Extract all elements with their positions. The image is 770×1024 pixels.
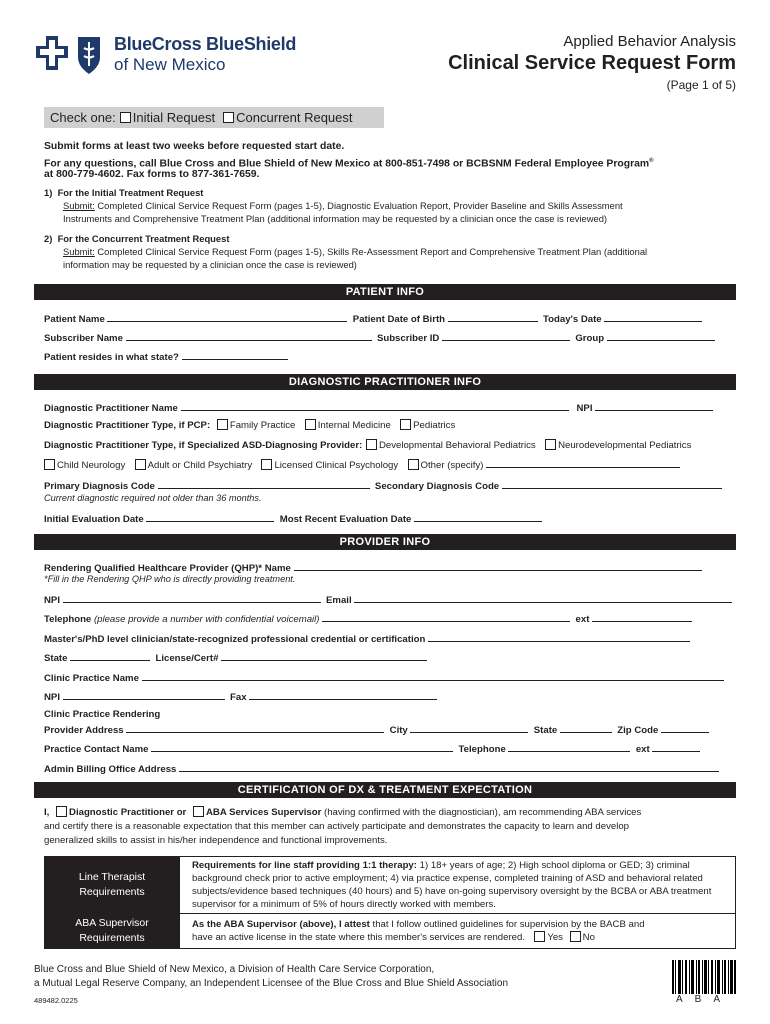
- adult-child-psychiatry-checkbox[interactable]: [135, 459, 146, 470]
- provider-row-8: Provider Address City State Zip Code: [44, 723, 709, 736]
- barcode: [672, 960, 736, 994]
- bcbs-logo: [34, 34, 106, 76]
- other-specify-checkbox[interactable]: [408, 459, 419, 470]
- credential-field[interactable]: [428, 632, 690, 642]
- diag-row-4: Child Neurology Adult or Child Psychiatry Licensed Clinical Psychology Other (specify): [44, 458, 680, 471]
- diagnostic-practitioner-checkbox[interactable]: [56, 806, 67, 817]
- clinic-name-field[interactable]: [142, 671, 724, 681]
- request-type-bar: [44, 107, 384, 128]
- provider-row-2: NPI Email: [44, 593, 732, 606]
- provider-row-10: Admin Billing Office Address: [44, 762, 719, 775]
- initial-eval-date-field[interactable]: [146, 512, 274, 522]
- qhp-note: *Fill in the Rendering QHP who is directly providing treatment.: [44, 574, 296, 584]
- yes-checkbox[interactable]: [534, 931, 545, 942]
- child-neurology-checkbox[interactable]: [44, 459, 55, 470]
- provider-ext-field[interactable]: [592, 612, 692, 622]
- other-specify-field[interactable]: [486, 458, 680, 468]
- clinic-npi-field[interactable]: [63, 690, 225, 700]
- line-therapist-heading: Line Therapist Requirements: [45, 857, 180, 914]
- provider-row-8a: Clinic Practice Rendering: [44, 709, 161, 720]
- no-checkbox[interactable]: [570, 931, 581, 942]
- barcode-label: ABA: [676, 994, 733, 1005]
- initial-request-checkbox[interactable]: [120, 112, 131, 123]
- provider-row-7: NPI Fax: [44, 690, 437, 703]
- provider-email-field[interactable]: [354, 593, 732, 603]
- initial-request-label: Initial Request: [132, 110, 216, 125]
- patient-state-field[interactable]: [182, 350, 288, 360]
- provider-telephone-field[interactable]: [322, 612, 570, 622]
- aba-supervisor-heading: ABA Supervisor Requirements: [45, 914, 180, 949]
- certification-heading: CERTIFICATION OF DX & TREATMENT EXPECTATION: [34, 782, 736, 798]
- primary-diagnosis-field[interactable]: [158, 479, 370, 489]
- todays-date-field[interactable]: [604, 312, 702, 322]
- provider-row-1: Rendering Qualified Healthcare Provider (QHP)* Name: [44, 561, 702, 574]
- patient-row-2: Subscriber Name Subscriber ID Group: [44, 331, 715, 344]
- page-title: Clinical Service Request Form: [448, 52, 736, 74]
- address-state-field[interactable]: [560, 723, 612, 733]
- subscriber-name-field[interactable]: [126, 331, 372, 341]
- concurrent-request-label: Concurrent Request: [236, 110, 353, 125]
- recent-eval-date-field[interactable]: [414, 512, 542, 522]
- aba-supervisor-text: As the ABA Supervisor (above), I attest that I follow outlined guidelines for supervision by the BACB and have an active license in the state where this member's services are rendered. Yes No: [180, 914, 736, 949]
- provider-row-5: State License/Cert#: [44, 651, 427, 664]
- diag-row-1: Diagnostic Practitioner Name NPI: [44, 401, 713, 414]
- line-therapist-text: Requirements for line staff providing 1:1 therapy: 1) 18+ years of age; 2) High school diploma or GED; 3) criminal background check prior to active employment; 4) via practice expense, completed training of ASD and behavioral related subjects/evidence based techniques (40 hours) and 5) have on-going supervisory oversight by the BCBA or ABA treatment supervisor for a minimum of 5% of hours directly worked with members.: [180, 857, 736, 914]
- diag-name-field[interactable]: [181, 401, 569, 411]
- city-field[interactable]: [410, 723, 528, 733]
- diag-row-5: Primary Diagnosis Code Secondary Diagnosis Code: [44, 479, 722, 492]
- aba-supervisor-checkbox[interactable]: [193, 806, 204, 817]
- intro-line-3: at 800-779-4602. Fax forms to 877-361-7659.: [44, 169, 260, 180]
- intro-line-1: Submit forms at least two weeks before requested start date.: [44, 141, 345, 152]
- check-one-label: Check one:: [50, 110, 116, 125]
- org-name: BlueCross BlueShield: [114, 34, 297, 54]
- license-field[interactable]: [221, 651, 427, 661]
- zip-field[interactable]: [661, 723, 709, 733]
- clinic-fax-field[interactable]: [249, 690, 437, 700]
- patient-dob-field[interactable]: [448, 312, 538, 322]
- internal-medicine-checkbox[interactable]: [305, 419, 316, 430]
- licensed-clinical-psychology-checkbox[interactable]: [261, 459, 272, 470]
- patient-name-field[interactable]: [107, 312, 347, 322]
- diag-npi-field[interactable]: [595, 401, 713, 411]
- contact-telephone-field[interactable]: [508, 742, 630, 752]
- pediatrics-checkbox[interactable]: [400, 419, 411, 430]
- dev-behavioral-pediatrics-checkbox[interactable]: [366, 439, 377, 450]
- diagnostic-info-heading: DIAGNOSTIC PRACTITIONER INFO: [34, 374, 736, 390]
- billing-address-field[interactable]: [179, 762, 719, 772]
- org-region: of New Mexico: [114, 55, 226, 74]
- form-number: 489482.0225: [34, 996, 78, 1005]
- concurrent-request-checkbox[interactable]: [223, 112, 234, 123]
- family-practice-checkbox[interactable]: [217, 419, 228, 430]
- contact-name-field[interactable]: [151, 742, 453, 752]
- certification-text: I, Diagnostic Practitioner or ABA Services Supervisor (having confirmed with the diagnostician), am recommending ABA services and certify there is a reasonable expectation that this member can actively participate and demonstrates the capacity to learn and develop generalized skills to assist in his/her independence and functional improvements.: [44, 807, 642, 846]
- diag-row-2: Diagnostic Practitioner Type, if PCP: Family Practice Internal Medicine Pediatrics: [44, 420, 456, 431]
- diag-row-6: Initial Evaluation Date Most Recent Evaluation Date: [44, 512, 542, 525]
- neurodevelopmental-pediatrics-checkbox[interactable]: [545, 439, 556, 450]
- rendering-address-field[interactable]: [126, 723, 384, 733]
- patient-row-1: Patient Name Patient Date of Birth Today's Date: [44, 312, 702, 325]
- provider-row-9: Practice Contact Name Telephone ext: [44, 742, 700, 755]
- provider-row-3: Telephone (please provide a number with confidential voicemail) ext: [44, 612, 692, 625]
- provider-info-heading: PROVIDER INFO: [34, 534, 736, 550]
- instruction-2: 2) For the Concurrent Treatment Request Submit: Completed Clinical Service Request Form (pages 1-5), Skills Re-Assessment Report and Comprehensive Treatment Plan (additional information may be requested by a clinician once the case is reviewed): [44, 233, 648, 270]
- requirements-table: [44, 856, 736, 949]
- doc-kind: Applied Behavior Analysis: [563, 33, 736, 50]
- provider-npi-field[interactable]: [63, 593, 321, 603]
- provider-row-4: Master's/PhD level clinician/state-recognized professional credential or certification: [44, 632, 690, 645]
- contact-ext-field[interactable]: [652, 742, 700, 752]
- secondary-diagnosis-field[interactable]: [502, 479, 722, 489]
- subscriber-id-field[interactable]: [442, 331, 570, 341]
- patient-info-heading: PATIENT INFO: [34, 284, 736, 300]
- intro-line-2: For any questions, call Blue Cross and Blue Shield of New Mexico at 800-851-7498 or BCBSNM Federal Employee Program®: [44, 158, 654, 170]
- instruction-1: 1) For the Initial Treatment Request Submit: Completed Clinical Service Request Form (pages 1-5), Diagnostic Evaluation Report, Provider Baseline and Skills Assessment Instruments and Comprehensive Treatment Plan (additional information may be requested by a clinician once the case is reviewed): [44, 187, 623, 224]
- page-number: (Page 1 of 5): [666, 78, 736, 92]
- provider-state-field[interactable]: [70, 651, 150, 661]
- footer-text: Blue Cross and Blue Shield of New Mexico, a Division of Health Care Service Corporation, a Mutual Legal Reserve Company, an Independent Licensee of the Blue Cross and Blue Shield Association: [34, 964, 509, 989]
- provider-row-6: Clinic Practice Name: [44, 671, 724, 684]
- diag-row-3: Diagnostic Practitioner Type, if Specialized ASD-Diagnosing Provider: Developmental Behavioral Pediatrics Neurodevelopmental Pediatrics: [44, 440, 692, 451]
- patient-row-3: Patient resides in what state?: [44, 350, 288, 363]
- diagnostic-note: Current diagnostic required not older than 36 months.: [44, 493, 262, 503]
- group-field[interactable]: [607, 331, 715, 341]
- qhp-name-field[interactable]: [294, 561, 702, 571]
